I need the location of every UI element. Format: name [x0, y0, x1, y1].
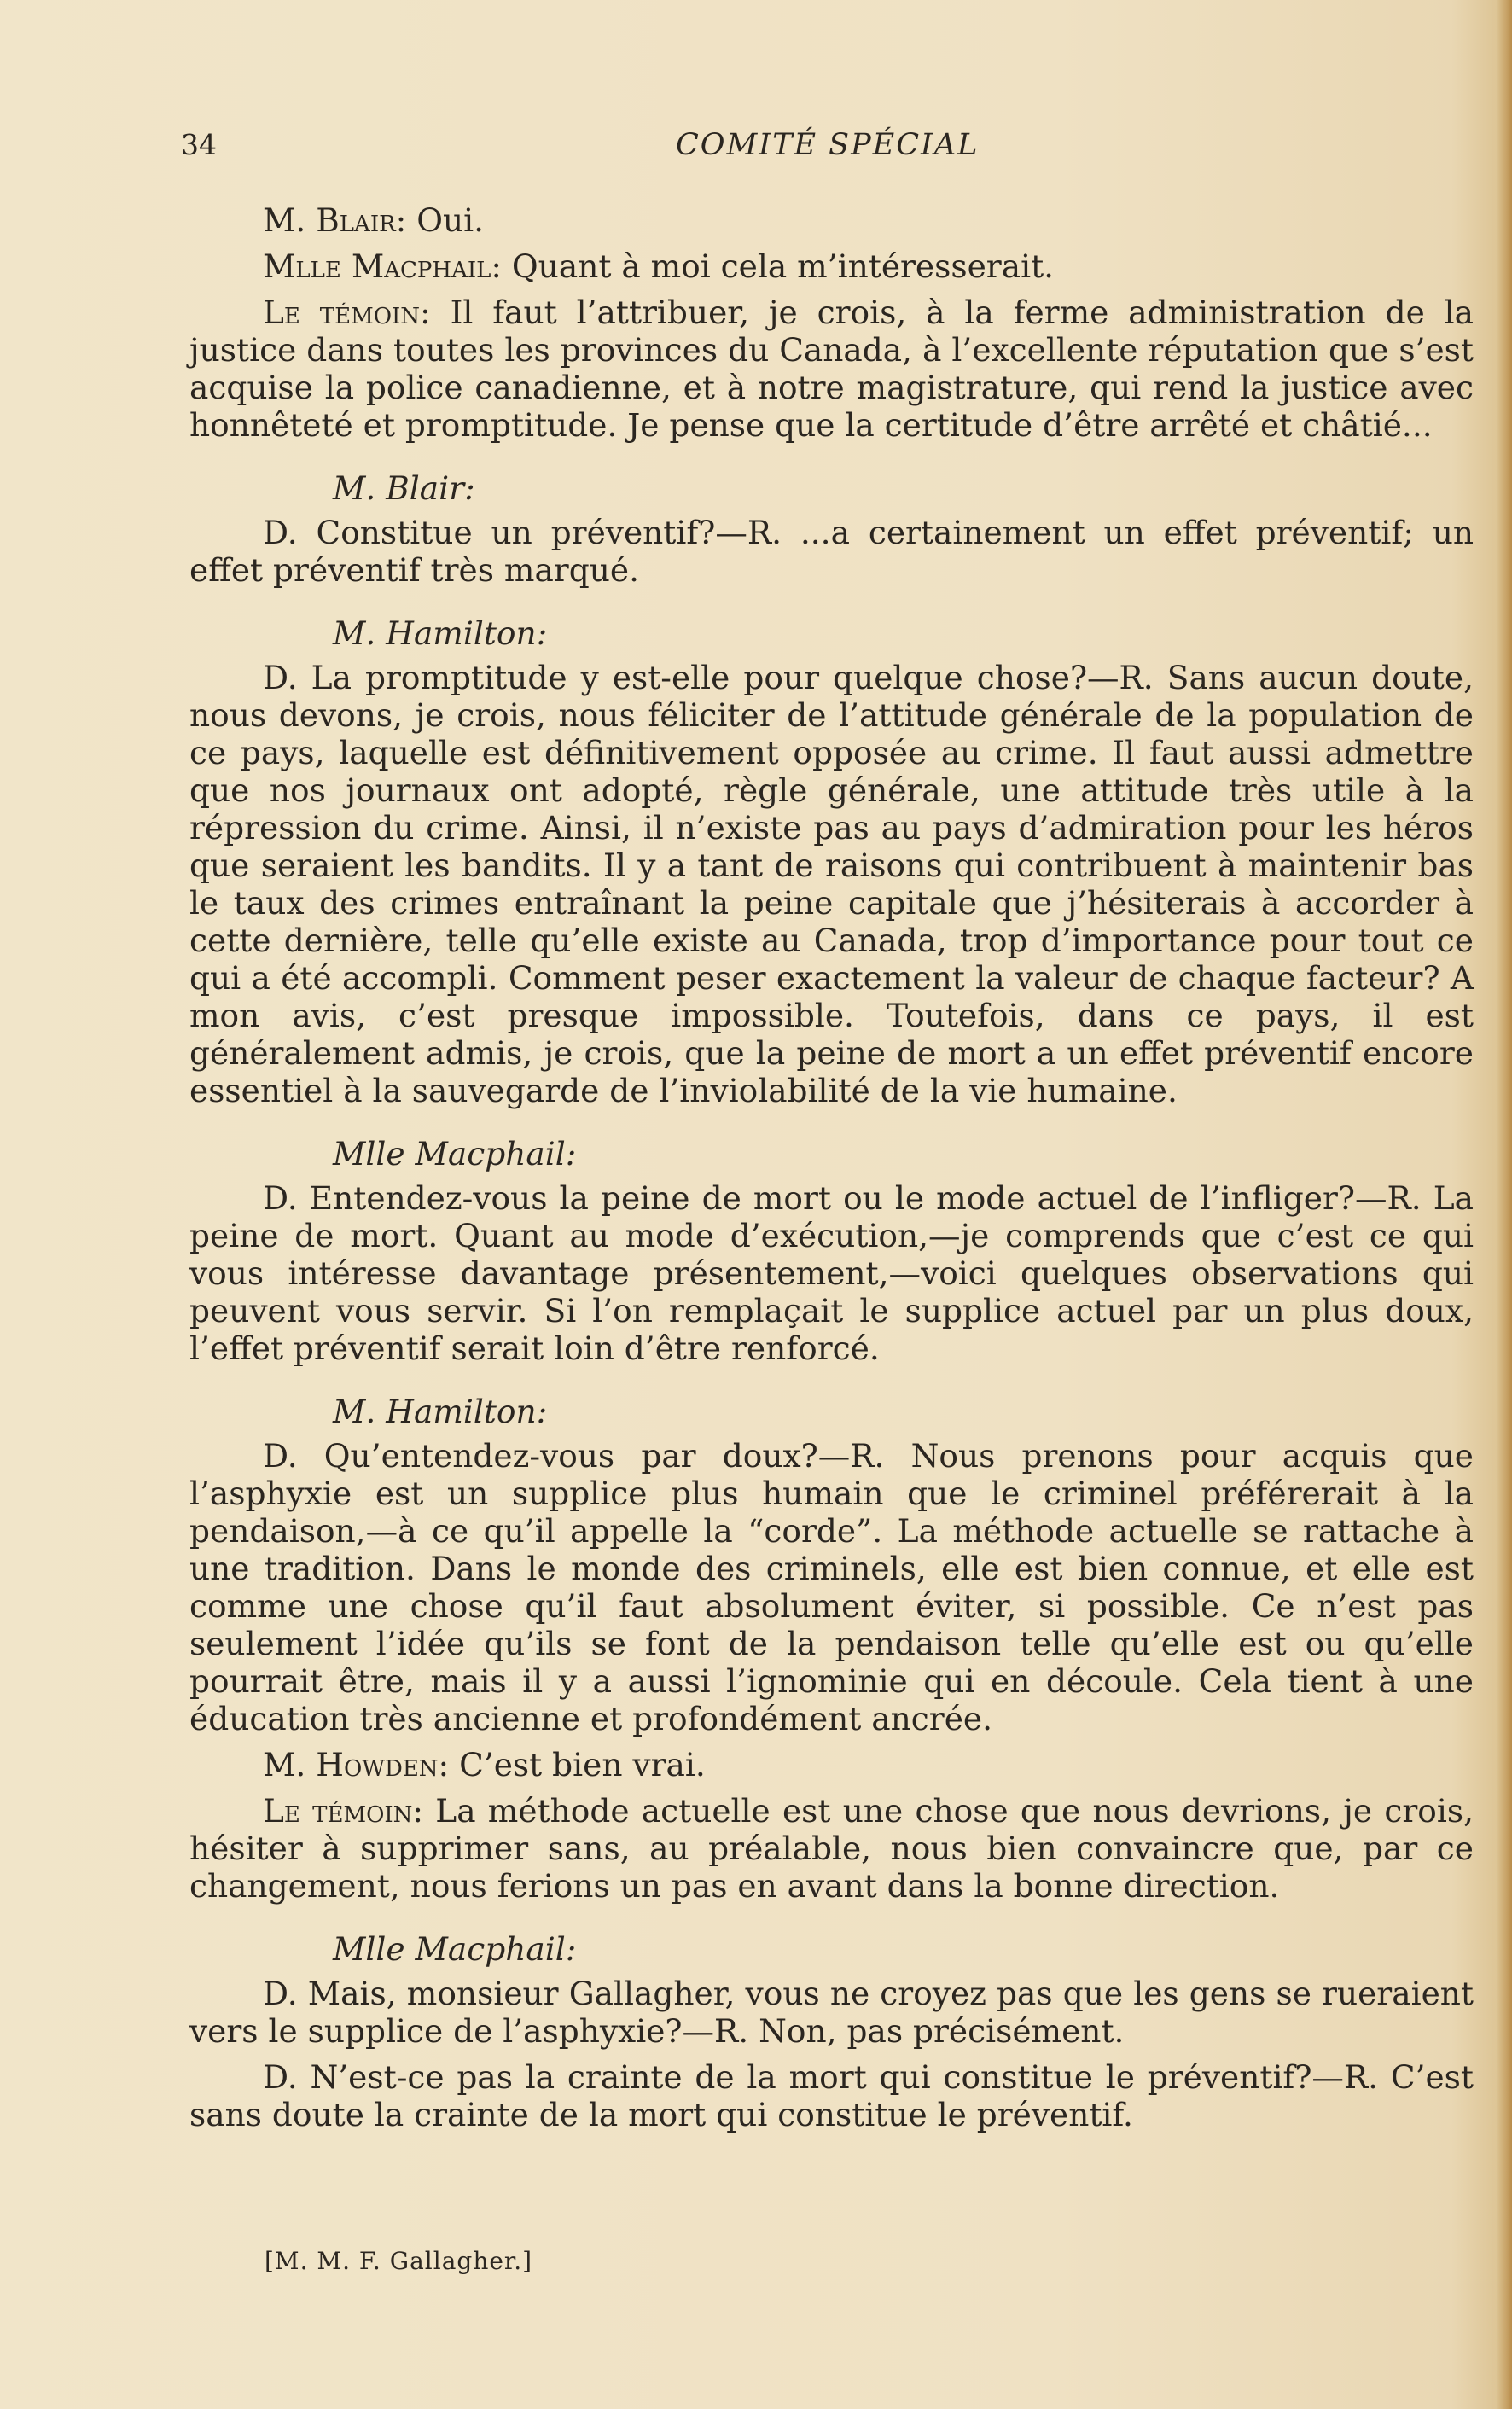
paragraph-text: Oui.	[406, 201, 485, 239]
paragraph	[189, 1746, 1474, 1783]
paragraph-text: D. Qu’entendez-vous par doux?—R. Nous prenons pour acquis que l’asphyxie est un supplice plus humain que le criminel préférerait à la pendaison,—à ce qu’il appelle la “corde”. La méthode actuelle se rattache à une tradition. Dans le monde des criminels, elle est bien connue, et elle est comme une chose qu’il faut absolument éviter, si possible. Ce n’est pas seulement l’idée qu’ils se font de la pendaison telle qu’elle est ou qu’elle pourrait être, mais il y a aussi l’ignominie qui en découle. Cela tient à une éducation très ancienne et profondément ancrée.	[189, 1437, 1474, 1737]
speaker-heading: M. Blair:	[333, 469, 475, 507]
paragraph-text: D. Constitue un préventif?—R. ...a certainement un effet préventif; un effet préventif très marqué.	[189, 514, 1474, 589]
paragraph	[189, 1437, 1474, 1737]
page-header	[181, 128, 1478, 179]
page-number: 34	[181, 128, 217, 161]
paragraph-text: C’est bien vrai.	[449, 1746, 706, 1783]
paragraph	[189, 2058, 1474, 2133]
paragraph	[189, 659, 1474, 1109]
speaker-name: Le témoin:	[263, 294, 431, 331]
speaker-heading: Mlle Macphail:	[333, 1135, 577, 1172]
paragraph-text: D. N’est-ce pas la crainte de la mort qui constitue le préventif?—R. C’est sans doute la crainte de la mort qui constitue le préventif.	[189, 2058, 1474, 2133]
paragraph	[189, 1179, 1474, 1367]
speaker-name: Le témoin:	[263, 1792, 424, 1830]
page-body	[189, 201, 1474, 2142]
paragraph-text: La méthode actuelle est une chose que nous devrions, je crois, hésiter à supprimer sans, au préalable, nous bien convaincre que, par ce changement, nous ferions un pas en avant dans la bonne direction.	[189, 1792, 1474, 1905]
paragraph-text: D. Mais, monsieur Gallagher, vous ne croyez pas que les gens se rueraient vers le supplice de l’asphyxie?—R. Non, pas précisément.	[189, 1975, 1474, 2050]
paragraph	[189, 294, 1474, 444]
page-edge	[1497, 0, 1512, 2409]
paragraph	[189, 201, 1474, 239]
paragraph-text: D. La promptitude y est-elle pour quelque chose?—R. Sans aucun doute, nous devons, je crois, nous féliciter de l’attitude générale de la population de ce pays, laquelle est définitivement opposée au crime. Il faut aussi admettre que nos journaux ont adopté, règle générale, une attitude très utile à la répression du crime. Ainsi, il n’existe pas au pays d’admiration pour les héros que seraient les bandits. Il y a tant de raisons qui contribuent à maintenir bas le taux des crimes entraînant la peine capitale que j’hésiterais à accorder à cette dernière, telle qu’elle existe au Canada, trop d’importance pour tout ce qui a été accompli. Comment peser exactement la valeur de chaque facteur? A mon avis, c’est presque impossible. Toutefois, dans ce pays, il est généralement admis, je crois, que la peine de mort a un effet préventif encore essentiel à la sauvegarde de l’inviolabilité de la vie humaine.	[189, 659, 1474, 1109]
speaker-heading: M. Hamilton:	[333, 614, 548, 652]
paragraph-text: D. Entendez-vous la peine de mort ou le mode actuel de l’infliger?—R. La peine de mort. Quant au mode d’exécution,—je comprends que c’est ce qui vous intéresse davantage présentement,—voici quelques observations qui peuvent vous servir. Si l’on remplaçait le supplice actuel par un plus doux, l’effet préventif serait loin d’être renforcé.	[189, 1179, 1474, 1367]
speaker-name: Mlle Macphail:	[263, 247, 503, 285]
paragraph	[189, 247, 1474, 285]
paragraph-text: Quant à moi cela m’intéresserait.	[502, 247, 1055, 285]
speaker-heading: M. Hamilton:	[333, 1393, 548, 1430]
running-head: COMITÉ SPÉCIAL	[676, 128, 980, 162]
paragraph-text: Il faut l’attribuer, je crois, à la ferme administration de la justice dans toutes les provinces du Canada, à l’excellente réputation que s’est acquise la police canadienne, et à notre magistrature, qui rend la justice avec honnêteté et promptitude. Je pense que la certitude d’être arrêté et châtié...	[189, 294, 1474, 444]
speaker-name: M. Blair:	[263, 201, 407, 239]
speaker-heading: Mlle Macphail:	[333, 1930, 577, 1968]
footer-reference: [M. M. F. Gallagher.]	[265, 2247, 533, 2275]
speaker-name: M. Howden:	[263, 1746, 450, 1783]
paragraph	[189, 1975, 1474, 2050]
paragraph	[189, 514, 1474, 589]
paragraph	[189, 1792, 1474, 1905]
